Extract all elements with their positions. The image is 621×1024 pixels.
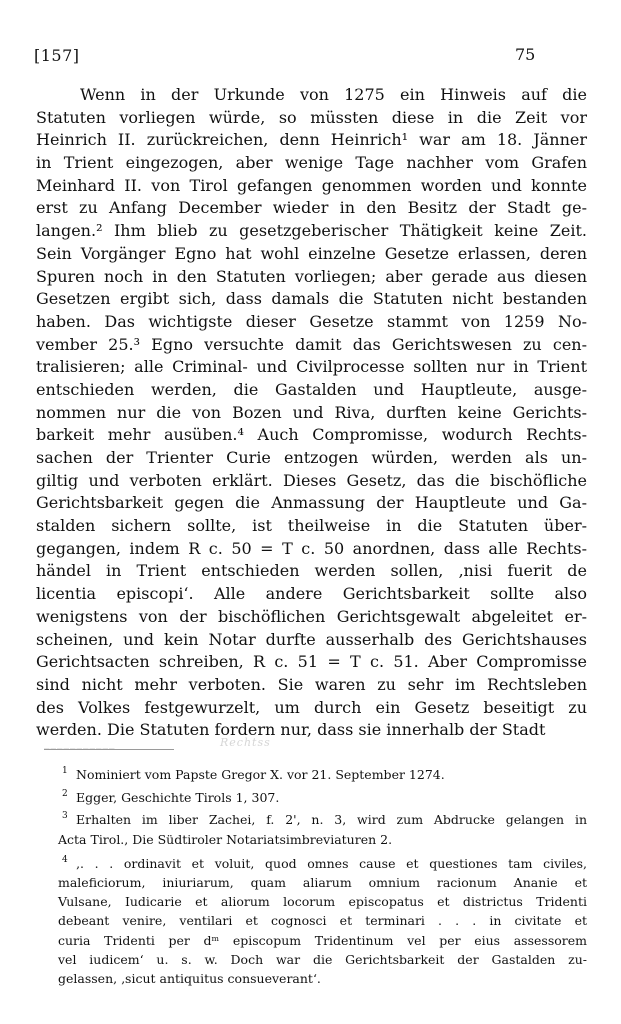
footnote-label: 3 (62, 811, 68, 822)
footnote-line: Vulsane, Iudicarie et aliorum locorum episcopatus et districtus Tridenti (58, 894, 587, 910)
body-line: werden. Die Statuten fordern nur, dass sie innerhalb der Stadt (36, 720, 546, 740)
body-line: entschieden werden, die Gastalden und Hauptleute, ausge- (36, 379, 587, 399)
footnote-line: debeant venire, ventilari et cognosci et terminari . . . in civitate et (58, 913, 587, 929)
body-line: barkeit mehr ausüben.⁴ Auch Compromisse, wodurch Rechts- (36, 425, 587, 445)
footnotes (36, 765, 587, 988)
footnote-1 (36, 765, 587, 784)
footnote-line: vel iudicem‘ u. s. w. Doch war die Gerichtsbarkeit der Gastalden zu- (58, 951, 587, 967)
body-line: tralisieren; alle Criminal- und Civilprocesse sollten nur in Trient (36, 357, 587, 377)
footnote-2 (36, 788, 587, 807)
body-line: vember 25.³ Egno versuchte damit das Gerichtswesen zu cen- (36, 334, 587, 354)
body-line: stalden sichern sollte, ist theilweise in die Statuten über- (36, 516, 587, 536)
bleed-through-text: Rechtss (220, 736, 271, 749)
footnote-line: ‚. . . ordinavit et voluit, quod omnes cause et questiones tam civiles, (76, 855, 587, 871)
page-number: 75 (515, 45, 536, 64)
section-marker: [157] (34, 46, 80, 65)
footnote-label: 1 (62, 766, 68, 776)
body-line: wenigstens von der bischöflichen Gerichtsgewalt abgeleitet er- (36, 606, 587, 626)
footnote-line: curia Tridenti per dᵐ episcopum Tridentinum vel per eius assessorem (58, 932, 587, 948)
body-line: Gerichtsbarkeit gegen die Anmassung der Hauptleute und Ga- (36, 493, 587, 513)
body-text (36, 84, 587, 742)
footnote-rule: ___________ (44, 736, 174, 750)
footnote-3 (36, 810, 587, 848)
body-line: händel in Trient entschieden werden sollen, ‚nisi fuerit de (36, 561, 587, 581)
body-line: licentia episcopi‘. Alle andere Gerichtsbarkeit sollte also (36, 584, 587, 604)
body-line: in Trient eingezogen, aber wenige Tage nachher vom Grafen (36, 153, 587, 173)
footnote-line: gelassen, ‚sicut antiquitus consueverant‘. (58, 970, 321, 986)
body-line: Gerichtsacten schreiben, R c. 51 = T c. 51. Aber Compromisse (36, 652, 587, 672)
body-line: sachen der Trienter Curie entzogen würden, werden als un- (36, 448, 587, 467)
footnote-line: maleficiorum, iniuriarum, quam aliarum omnium racionum Ananie et (58, 874, 587, 890)
body-line: giltig und verboten erklärt. Dieses Gesetz, das die bischöfliche (36, 470, 587, 490)
body-line: Gesetzen ergibt sich, dass damals die Statuten nicht bestanden (36, 289, 587, 309)
body-line: des Volkes festgewurzelt, um durch ein Gesetz beseitigt zu (36, 697, 587, 717)
body-line: Meinhard II. von Tirol gefangen genommen worden und konnte (36, 175, 587, 195)
body-line: nommen nur die von Bozen und Riva, durften keine Gerichts- (36, 402, 587, 422)
body-line: langen.² Ihm blieb zu gesetzgeberischer Thätigkeit keine Zeit. (36, 221, 587, 241)
body-line: Sein Vorgänger Egno hat wohl einzelne Gesetze erlassen, deren (36, 243, 587, 263)
footnote-line: Nominiert vom Papste Gregor X. vor 21. September 1274. (76, 767, 445, 782)
body-line: scheinen, und kein Notar durfte ausserhalb des Gerichtshauses (36, 629, 587, 649)
body-line: erst zu Anfang December wieder in den Besitz der Stadt ge- (36, 198, 587, 218)
body-line: Wenn in der Urkunde von 1275 ein Hinweis auf die (80, 85, 587, 104)
body-line: gegangen, indem R c. 50 = T c. 50 anordnen, dass alle Rechts- (36, 538, 587, 558)
footnote-label: 2 (62, 789, 68, 800)
footnote-4 (36, 854, 587, 988)
body-line: haben. Das wichtigste dieser Gesetze stammt von 1259 No- (36, 311, 587, 331)
footnote-line: Erhalten im liber Zachei, f. 2', n. 3, wird zum Abdrucke gelangen in (76, 812, 587, 828)
body-line: Spuren noch in den Statuten vorliegen; aber gerade aus diesen (36, 266, 587, 286)
footnote-label: 4 (62, 854, 68, 865)
footnote-line: Egger, Geschichte Tirols 1, 307. (76, 790, 280, 806)
footnote-line: Acta Tirol., Die Südtiroler Notariatsimbreviaturen 2. (58, 831, 393, 847)
body-line: sind nicht mehr verboten. Sie waren zu sehr im Rechtsleben (36, 674, 587, 694)
body-line: Heinrich II. zurückreichen, denn Heinrich¹ war am 18. Jänner (36, 130, 587, 150)
body-line: Statuten vorliegen würde, so müssten diese in die Zeit vor (36, 107, 587, 127)
